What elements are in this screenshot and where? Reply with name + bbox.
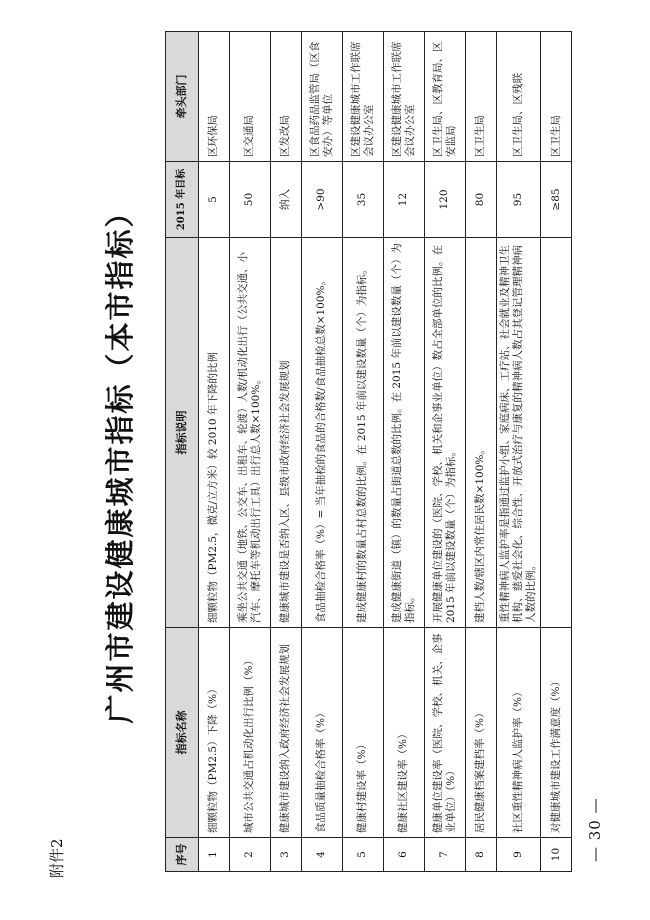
row-dept: 区食品药品监管局（区食安办）等单位 — [302, 32, 343, 162]
table-row — [302, 32, 343, 872]
table-row — [541, 32, 572, 872]
row-dept: 区交通局 — [230, 32, 271, 162]
page-title: 广州市建设健康城市指标（本市指标） — [103, 196, 137, 724]
row-name: 社区重性精神病人监护率（%） — [497, 628, 541, 838]
header-name: 指标名称 — [166, 628, 199, 838]
row-no: 2 — [230, 838, 271, 872]
row-name: 食品质量抽检合格率（%） — [302, 628, 343, 838]
row-no: 4 — [302, 838, 343, 872]
row-no: 3 — [271, 838, 302, 872]
row-dept: 区卫生局、区教育局、区安监局 — [425, 32, 466, 162]
row-target: 35 — [343, 162, 384, 238]
row-target: >90 — [302, 162, 343, 238]
attachment-label: 附件2 — [48, 838, 66, 878]
row-target: 5 — [199, 162, 230, 238]
row-desc: 乘坐公共交通（地铁、公交车、出租车、轮渡）人数/机动化出行（公共交通、小汽车、摩托车等机动出行工具）出行总人数×100%。 — [230, 238, 271, 628]
row-desc: 重性精神病人监护率是指通过监护小组、家庭病床、工疗站、社会就业及精神卫生机构、慈爱社会化、综合性、开放式治疗与康复的精神病人数占其登记管理精神病人数的比例。 — [497, 238, 541, 628]
page-number: — 30 — — [586, 797, 604, 862]
row-target: 80 — [466, 162, 497, 238]
row-name: 健康村建设率（%） — [343, 628, 384, 838]
row-name: 对健康城市建设工作满意度（%） — [541, 628, 572, 838]
row-dept: 区环保局 — [199, 32, 230, 162]
row-no: 7 — [425, 838, 466, 872]
row-no: 10 — [541, 838, 572, 872]
row-no: 8 — [466, 838, 497, 872]
table-row — [199, 32, 230, 872]
row-dept: 区建设健康城市工作联席会议办公室 — [343, 32, 384, 162]
row-desc: 健康城市建设是否纳入区、县级市政府经济社会发展规划 — [271, 238, 302, 628]
header-desc: 指标说明 — [166, 238, 199, 628]
row-name: 健康社区建设率（%） — [384, 628, 425, 838]
row-dept: 区卫生局 — [466, 32, 497, 162]
row-no: 1 — [199, 838, 230, 872]
table-header-row — [166, 32, 199, 872]
row-dept: 区卫生局、区残联 — [497, 32, 541, 162]
row-name: 城市公共交通占机动化出行比例（%） — [230, 628, 271, 838]
row-desc: 建档人数/辖区内常住居民数×100%。 — [466, 238, 497, 628]
header-dept: 牵头部门 — [166, 32, 199, 162]
row-target: 50 — [230, 162, 271, 238]
row-name: 居民健康档案建档率（%） — [466, 628, 497, 838]
header-target: 2015 年目标 — [166, 162, 199, 238]
table-row — [497, 32, 541, 872]
row-desc: 建成健康村的数量占村总数的比例。在 2015 年前以建设数量（个）为指标。 — [343, 238, 384, 628]
row-target: ≥85 — [541, 162, 572, 238]
row-name: 细颗粒物（PM2.5）下降（%） — [199, 628, 230, 838]
table-row — [425, 32, 466, 872]
row-target: 纳入 — [271, 162, 302, 238]
row-target: 120 — [425, 162, 466, 238]
table-row — [384, 32, 425, 872]
table-row — [271, 32, 302, 872]
row-dept: 区建设健康城市工作联席会议办公室 — [384, 32, 425, 162]
indicator-table — [165, 31, 572, 872]
header-no: 序号 — [166, 838, 199, 872]
row-target: 12 — [384, 162, 425, 238]
table-row — [230, 32, 271, 872]
row-no: 5 — [343, 838, 384, 872]
row-desc: 食品抽检合格率（%）= 当年抽检的食品的合格数/食品抽检总数×100%。 — [302, 238, 343, 628]
row-desc: 细颗粒物（PM2.5，微克/立方米）较 2010 年下降的比例 — [199, 238, 230, 628]
row-desc — [541, 238, 572, 628]
row-target: 95 — [497, 162, 541, 238]
row-dept: 区发改局 — [271, 32, 302, 162]
row-no: 6 — [384, 838, 425, 872]
table-row — [343, 32, 384, 872]
table-row — [466, 32, 497, 872]
row-dept: 区卫生局 — [541, 32, 572, 162]
row-name: 健康城市建设纳入政府经济社会发展规划 — [271, 628, 302, 838]
row-desc: 开展健康单位建设的（医院、学校、机关和企事业单位）数占全部单位的比例。在 2015 年前以建设数量（个）为指标。 — [425, 238, 466, 628]
row-no: 9 — [497, 838, 541, 872]
row-name: 健康单位建设率（医院、学校、机关、企事业单位）（%） — [425, 628, 466, 838]
row-desc: 建成健康街道（镇）的数量占街道总数的比例。在 2015 年前以建设数量（个）为指标。 — [384, 238, 425, 628]
